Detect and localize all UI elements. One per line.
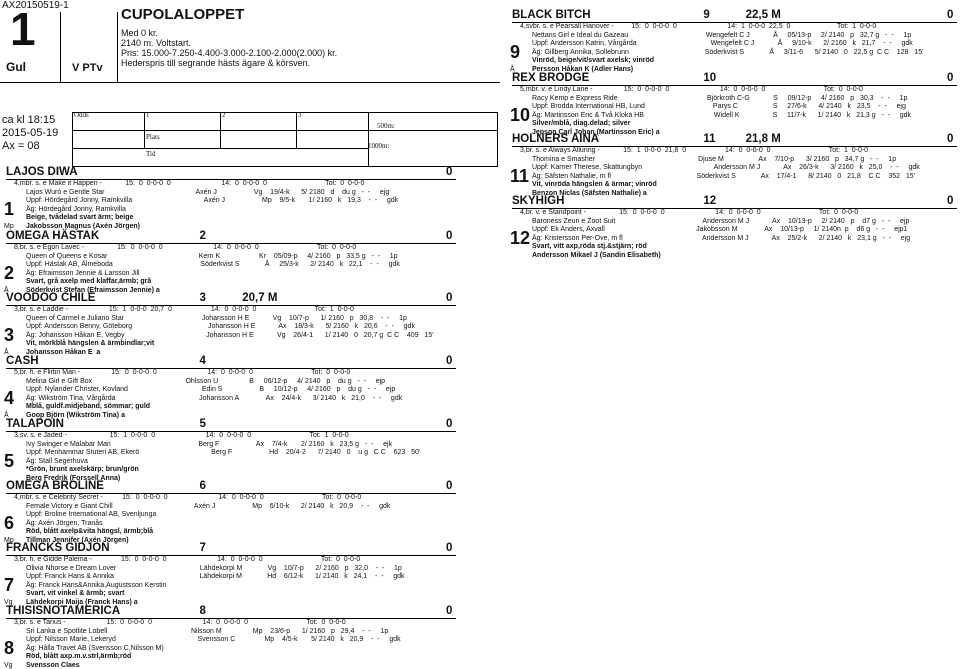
- horse-record: 0: [446, 292, 453, 304]
- race-prize-money: Pris: 15.000-7.250-4.400-3.000-2.100-2.000(2.000) kr.: [121, 48, 338, 58]
- start-number: 12: [510, 228, 531, 248]
- trainer-driver: Andersson Mikael J (Sandin Elisabeth): [532, 252, 661, 259]
- post-number: 12: [703, 195, 717, 207]
- horse-colors: *Grön, brunt axelskärp; brun/grön: [26, 466, 139, 474]
- best-time: 20,7 M: [242, 292, 278, 304]
- horse-record: 0: [446, 542, 453, 554]
- horse-info-line: Thomina e Smasher Djuse M Ax 7/10-p 3/ 2160 p 34,7 g - - 1p: [532, 155, 897, 163]
- horse-info-line: Äg: Kristersson Per-Ove, m fl Andersson M J Ax 25/2-k 2/ 2140 k 23,1 g - - ejg: [532, 234, 911, 242]
- best-time: 21,8 M: [745, 133, 781, 145]
- start-number: 7: [4, 575, 15, 595]
- 1000m-label: 1000m:: [368, 142, 390, 150]
- horse-info-line: Nettans Girl e Ideal du Gazeau Wengefelt C J Å 05/13-p 2/ 2140 p 32,7 g - - 1p: [532, 31, 912, 39]
- post-number: 2: [199, 230, 206, 242]
- shoe-code: Mp: [4, 223, 14, 230]
- trainer-driver: Tillman Jennifer (Axén Jörgen): [26, 537, 129, 544]
- horse-info-line: 8,br. s. e Egon Lavec - 15: 0 0-0-0 0 14: 0 0-0-0 0 Tot: 0 0-0-0: [14, 244, 357, 251]
- horse-record: 0: [446, 605, 453, 617]
- race-honor-prize: Hederspris till segrande hästs ägare & körsven.: [121, 58, 311, 68]
- horse-colors: Beige, tvådelad svart ärm; beige: [26, 214, 134, 222]
- horse-info-line: 3,br. s. e Laddie - 15: 1 0-0-0 20,7 0 14: 0 0-0-0 0 Tot: 1 0-0-0: [14, 306, 354, 313]
- horse-info-line: 3,br. s. e Always Alluring - 15: 1 0-0-0 21,8 0 14: 0 0-0-0 0 Tot: 1 0-0-0: [520, 147, 869, 154]
- horse-info-line: 4,svbr. s. e Pearsall Hanover - 15: 0 0-0-0 0 14: 1 0-0-0 22,5 0 Tot: 1 0-0-0: [520, 23, 877, 30]
- horse-info-line: Olivia Nhorse e Dream Lover Lähdekorpi M Vg 10/7-p 2/ 2160 p 32,0 - - 1p: [26, 564, 402, 572]
- horse-info-line: 5,mbr. v. e Lindy Lane - 15: 0 0-0-0 0 14: 0 0-0-0 0 Tot: 0 0-0-0: [520, 86, 863, 93]
- horse-info-line: Äg: Martinsson Eric & Två Kloka HB Widell K S 11/7-k 1/ 2140 k 21,3 g - - gdk: [532, 111, 912, 119]
- divider: [117, 12, 118, 82]
- post-number: 7: [199, 542, 206, 554]
- start-number: 5: [4, 451, 15, 471]
- post-number: 6: [199, 480, 206, 492]
- horse-colors: Svart, vit vinkel & ärmb; svart: [26, 590, 125, 598]
- trainer-driver: Svensson Claes: [26, 662, 80, 669]
- horse-info-line: Uppf: Andersson Benny, Göteborg Johansson H E Ax 18/3-k 5/ 2160 k 20,6 - - gdk: [26, 323, 415, 331]
- horse-record: 0: [446, 480, 453, 492]
- shoe-code: Vg: [4, 662, 13, 669]
- post-number: 10: [703, 72, 717, 84]
- horse-name: LAJOS DIWA: [6, 166, 78, 178]
- start-number: 6: [4, 513, 15, 533]
- trainer-driver: Lähdekorpi Maija (Franck Hans) a: [26, 599, 138, 606]
- post-number: 5: [199, 418, 206, 430]
- horse-colors: Svart, grå axelp med klaffar,ärmb; grå: [26, 278, 152, 286]
- horse-info-line: Queen of Queens e Kosar Kern K Kr 05/09-p 4/ 2160 p 33,5 g - - 1p: [26, 252, 398, 260]
- game-type-label: V PTv: [72, 62, 103, 74]
- horse-info-line: Uppf: Nylander Christer, Kovland Edin S B 10/12-p 4/ 2160 p du g - - ejp: [26, 386, 396, 394]
- shoe-code: Mp: [4, 537, 14, 544]
- horse-info-line: Lajos Wuró e Gentle Star Axén J Vg 19/4-k 5/ 2180 d du g - - ejg: [26, 188, 390, 196]
- 500m-label: 500m:: [377, 122, 395, 130]
- horse-info-line: 5,br. h. e Flirtin Man - 15: 0 0-0-0 0 14: 0 0-0-0 0 Tot: 0 0-0-0: [14, 369, 351, 376]
- odds-grid: [72, 112, 498, 167]
- start-number: 2: [4, 263, 15, 283]
- post-number: 11: [703, 133, 716, 145]
- horse-info-line: Äg: Hördegård Jonny, Ramkvilla: [26, 205, 126, 213]
- horse-name: REX BRODGE: [512, 72, 590, 84]
- trainer-driver: Goop Björn (Wikström Tina) a: [26, 412, 125, 419]
- shoe-code: Å: [4, 287, 9, 294]
- start-number: 8: [4, 638, 15, 658]
- horse-info-line: Uppf: Hördegård Jonny, Ramkvilla Axén J Mp 9/5-k 1/ 2160 k 19,3 - - gdk: [26, 197, 399, 205]
- race-code: AX20150519-1: [2, 0, 69, 11]
- track-code: Ax = 08: [2, 140, 40, 152]
- horse-info-line: Uppf: Broline International AB, Svenljunga: [26, 511, 157, 519]
- horse-info-line: 4,mbr. s. e Celebrity Secret - 15: 0 0-0-0 0 14: 0 0-0-0 0 Tot: 0 0-0-0: [14, 494, 362, 501]
- horse-info-line: Uppf: Nilsson Marie, Lekeryd Svensson C Mp 4/5-k 5/ 2140 k 20,9 - - gdk: [26, 636, 401, 644]
- horse-info-line: 3,br. s. e Tarius - 15: 0 0-0-0 0 14: 0 0-0-0 0 Tot: 0 0-0-0: [14, 619, 346, 626]
- horse-info-line: Äg: Säfsten Nathalie, m fl Söderkvist S Ax 17/4-1 8/ 2140 0 21,8 C C 352 15': [532, 172, 916, 180]
- horse-info-line: 3,br. h. e Gidde Palema - 15: 0 0-0-0 0 14: 0 0-0-0 0 Tot: 0 0-0-0: [14, 556, 361, 563]
- horse-info-line: Racy Kemp e Express Ride Björkroth C-G S 09/12-p 4/ 2160 p 30,3 - - 1p: [532, 94, 908, 102]
- horse-colors: Silver/mblå, diag.delad; silver: [532, 120, 631, 128]
- horse-colors: Mblå, guldf.midjeband, sömmar; guld: [26, 403, 151, 411]
- col-1-label: 1: [146, 111, 150, 119]
- divider: [0, 82, 500, 83]
- horse-info-line: Ivy Swinger e Malabar Man Berg F Ax 7/4-k 2/ 2160 k 23,5 g - - ejk: [26, 440, 393, 448]
- odds-label: Odds: [74, 111, 89, 119]
- post-number: 4: [199, 355, 206, 367]
- horse-record: 0: [446, 418, 453, 430]
- horse-info-line: 4,mbr. s. e Make it Happen - 15: 0 0-0-0 0 14: 0 0-0-0 0 Tot: 0 0-0-0: [14, 180, 365, 187]
- horse-record: 0: [947, 195, 954, 207]
- race-distance-line: 2140 m. Voltstart.: [121, 38, 192, 48]
- horse-info-line: Äg: Axén Jörgen, Tranås: [26, 519, 103, 527]
- start-number: 10: [510, 105, 531, 125]
- post-number: 9: [703, 9, 710, 21]
- race-date: 2015-05-19: [2, 127, 59, 139]
- horse-info-line: Uppf: Karner Therese, Skattungbyn Andersson M J Ax 26/3-k 3/ 2160 k 25,0 - - gdk: [532, 164, 920, 172]
- trainer-driver: Persson Håkan K (Adler Hans): [532, 66, 634, 73]
- horse-info-line: Äg: Wikström Tina, Vårgårda Johansson A Ax 24/4-k 3/ 2140 k 21,0 - - gdk: [26, 394, 403, 402]
- race-title: CUPOLALOPPET: [121, 6, 245, 23]
- start-number: 11: [510, 166, 530, 186]
- horse-name: THISISNOTAMERICA: [6, 605, 121, 617]
- horse-name: TALAPOIN: [6, 418, 64, 430]
- horse-name: VOODOO CHILE: [6, 292, 96, 304]
- horse-record: 0: [947, 72, 954, 84]
- color-label: Gul: [6, 60, 26, 74]
- horse-colors: Röd, blått axp.m.v.strl,ärmb;röd: [26, 653, 132, 661]
- horse-record: 0: [446, 230, 453, 242]
- horse-name: BLACK BITCH: [512, 9, 591, 21]
- divider: [60, 12, 61, 82]
- shoe-code: Vg: [4, 599, 13, 606]
- start-number: 9: [510, 42, 521, 62]
- start-number: 1: [4, 199, 15, 219]
- trainer-driver: Berg Fredrik (Forssell Anna): [26, 475, 121, 482]
- trainer-driver: Jakobsson Magnus (Axén Jörgen): [26, 223, 140, 230]
- trainer-driver: Benzon Niclas (Säfsten Nathalie) a: [532, 190, 647, 197]
- horse-info-line: Uppf: Menhammar Stuteri AB, Ekerö Berg F Hd 20/4-2 7/ 2140 0 u g C C 623 50': [26, 449, 421, 457]
- horse-info-line: Äg: Stall Segerhuva: [26, 457, 88, 465]
- horse-name: HOLNERS AINA: [512, 133, 600, 145]
- horse-info-line: Queen of Carmel e Juliano Star Johansson H E Vg 10/7-p 1/ 2160 p 30,8 - - 1p: [26, 314, 407, 322]
- horse-info-line: Äg: Hålla Travet AB (Svensson C,Nilsson M): [26, 644, 164, 652]
- shoe-code: Å: [4, 349, 9, 356]
- race-time: ca kl 18:15: [2, 114, 56, 126]
- race-time-box: [2, 114, 58, 153]
- horse-name: OMEGA HÄSTAK: [6, 230, 100, 242]
- horse-info-line: Melina Girl e Gift Box Ohlsson U B 06/12-p 4/ 2140 p du g - - ejp: [26, 377, 386, 385]
- horse-info-line: Äg: Johansson Håkan E, Vegby Johansson H E Vg 26/4-1 1/ 2140 0 20,7 g C C 409 15': [26, 331, 434, 339]
- horse-info-line: Uppf: Franck Hans & Annika Lähdekorpi M Hd 6/12-k 1/ 2140 k 24,1 - - gdk: [26, 573, 405, 581]
- start-number: 3: [4, 325, 15, 345]
- horse-info-line: Sri Lanka e Spotlite Lobell Nilsson M Mp 23/6-p 1/ 2160 p 29,4 - - 1p: [26, 627, 389, 635]
- horse-info-line: Female Victory e Giant Chill Axén J Mp 6/10-k 2/ 2140 k 20,9 - - gdk: [26, 502, 391, 510]
- horse-colors: Vit, vinröda hängslen & ärmar; vinröd: [532, 181, 657, 189]
- horse-info-line: Äg: Efraimsson Jennie & Larsson Jill: [26, 269, 140, 277]
- horse-record: 0: [947, 133, 954, 145]
- horse-colors: Röd, blått axelp&vita hängsl, ärmb;blå: [26, 528, 154, 536]
- col-3-label: 3: [298, 111, 302, 119]
- horse-record: 0: [446, 166, 453, 178]
- race-number: 1: [10, 3, 36, 55]
- horse-record: 0: [947, 9, 954, 21]
- trainer-driver: Jepson Carl Johan (Martinsson Eric) a: [532, 129, 660, 136]
- horse-name: SKYHIGH: [512, 195, 565, 207]
- start-number: 4: [4, 388, 15, 408]
- trainer-driver: Söderkvist Stefan (Efraimsson Jennie) a: [26, 287, 160, 294]
- horse-name: OMEGA BROLINE: [6, 480, 104, 492]
- post-number: 3: [199, 292, 206, 304]
- race-description: [121, 28, 337, 68]
- post-number: 8: [199, 605, 206, 617]
- plats-label: Plats: [146, 133, 160, 141]
- horse-info-line: Uppf: Andersson Katrin, Vårgårda Wengefelt C J Å 9/10-k 2/ 2160 k 21,7 - - gdk: [532, 40, 913, 48]
- tid-label: Tid: [146, 150, 156, 158]
- horse-name: FRANCKS GIDJON: [6, 542, 110, 554]
- trainer-driver: Johansson Håkan E a: [26, 349, 101, 356]
- horse-info-line: Uppf: Hästak AB, Älmeboda Söderkvist S Å 25/3-k 2/ 2140 k 22,1 - - gdk: [26, 261, 400, 269]
- horse-colors: Vit, mörkblå hängslen & ärmbindlar;vit: [26, 340, 155, 348]
- shoe-code: Å: [510, 66, 515, 73]
- horse-record: 0: [446, 355, 453, 367]
- shoe-code: Å: [4, 412, 9, 419]
- best-time: 22,5 M: [745, 9, 781, 21]
- col-2-label: 2: [222, 111, 226, 119]
- horse-info-line: 4,br. v. e Standpoint - 15: 0 0-0-0 0 14: 0 0-0-0 0 Tot: 0 0-0-0: [520, 209, 859, 216]
- horse-info-line: Uppf: Brodda International HB, Lund Parys C S 27/6-k 4/ 2140 k 23,5 - - ejg: [532, 103, 906, 111]
- horse-info-line: 3,sv. s. e Jaded - 15: 1 0-0-0 0 14: 0 0-0-0 0 Tot: 1 0-0-0: [14, 432, 349, 439]
- horse-colors: Svart, vitt axp,röda stj.&stjärn; röd: [532, 243, 647, 251]
- horse-name: CASH: [6, 355, 39, 367]
- horse-info-line: Äg: Gillberg Annika, Sollebrunn Söderkvist S Å 3/11-6 5/ 2140 0 22,5 g C C 128 15': [532, 48, 924, 56]
- horse-colors: Vinröd, beige/vit/svart axelsk; vinröd: [532, 57, 655, 65]
- horse-info-line: Uppf: Ek Anders, Axvall Jakobsson M Ax 10/13-p 1/ 2140n p d6 g - - ejp1: [532, 226, 908, 234]
- race-prize-line: Med 0 kr.: [121, 28, 159, 38]
- horse-info-line: Äg: Franck Hans&Annika,Augustsson Kerstin: [26, 581, 167, 589]
- horse-info-line: Baroness Zeun e Zoot Suit Andersson M J Ax 10/13-p 2/ 2140 p d7 g - - ejp: [532, 217, 910, 225]
